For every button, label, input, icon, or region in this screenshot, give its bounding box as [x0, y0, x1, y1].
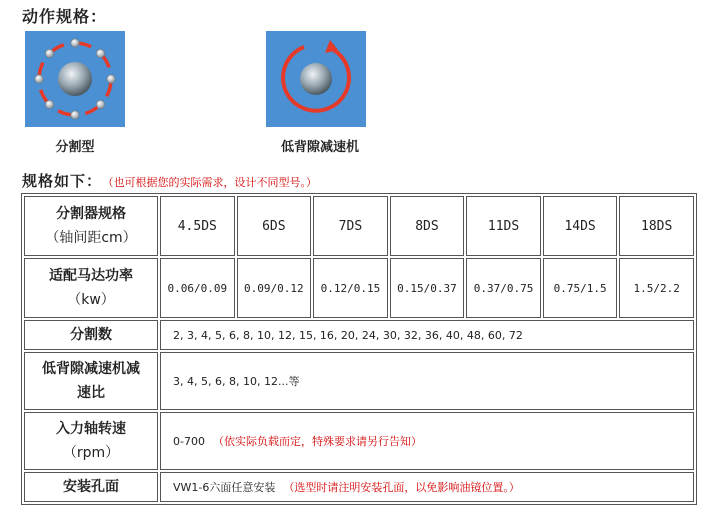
- model-cell: 7DS: [313, 196, 388, 256]
- model-cell: 11DS: [466, 196, 541, 256]
- reduction-ratio-value: 3, 4, 5, 6, 8, 10, 12...等: [160, 352, 694, 410]
- spec-note: （也可根据您的实际需求，设计不同型号。）: [108, 176, 318, 189]
- model-cell: 4.5DS: [160, 196, 235, 256]
- power-cell: 0.15/0.37: [390, 258, 465, 318]
- table-row: [24, 258, 694, 318]
- power-cell: 0.37/0.75: [466, 258, 541, 318]
- power-cell: 0.12/0.15: [313, 258, 388, 318]
- spec-header-line: [22, 170, 317, 191]
- model-cell: 14DS: [543, 196, 618, 256]
- row-label-motor-power: 适配马达功率 （kw）: [24, 258, 158, 318]
- input-speed-note: （依实际负载而定，特殊要求请另行告知）: [212, 435, 422, 448]
- table-row: [24, 196, 694, 256]
- row-label-reduction-ratio: 低背隙减速机减 速比: [24, 352, 158, 410]
- row-label-input-speed: 入力轴转速 （rpm）: [24, 412, 158, 470]
- indexing-type-icon: [25, 31, 125, 127]
- model-cell: 18DS: [619, 196, 694, 256]
- mounting-face-value: VW1-6六面任意安装 （选型时请注明安装孔面，以免影响油镜位置。）: [160, 472, 694, 502]
- power-cell: 0.09/0.12: [237, 258, 312, 318]
- low-backlash-reducer-icon: [266, 31, 366, 127]
- row-label-model: 分割器规格 （轴间距cm）: [24, 196, 158, 256]
- model-cell: 8DS: [390, 196, 465, 256]
- page-title: 动作规格：: [22, 7, 108, 26]
- divisions-value: 2, 3, 4, 5, 6, 8, 10, 12, 15, 16, 20, 24, 30, 32, 36, 40, 48, 60, 72: [160, 320, 694, 350]
- figure-caption-reducer: 低背隙减速机: [280, 140, 359, 155]
- spec-table: [21, 193, 697, 505]
- row-label-mounting-face: 安装孔面: [24, 472, 158, 502]
- spec-header: 规格如下：: [22, 172, 103, 190]
- table-row: [24, 412, 694, 470]
- mounting-face-note: （选型时请注明安装孔面，以免影响油镜位置。）: [283, 481, 520, 494]
- power-cell: 1.5/2.2: [619, 258, 694, 318]
- input-speed-value: 0-700 （依实际负载而定，特殊要求请另行告知）: [160, 412, 694, 470]
- power-cell: 0.06/0.09: [160, 258, 235, 318]
- table-row: [24, 352, 694, 410]
- row-label-divisions: 分割数: [24, 320, 158, 350]
- figure-caption-indexing: 分割型: [55, 140, 95, 155]
- model-cell: 6DS: [237, 196, 312, 256]
- table-row: [24, 472, 694, 502]
- power-cell: 0.75/1.5: [543, 258, 618, 318]
- table-row: [24, 320, 694, 350]
